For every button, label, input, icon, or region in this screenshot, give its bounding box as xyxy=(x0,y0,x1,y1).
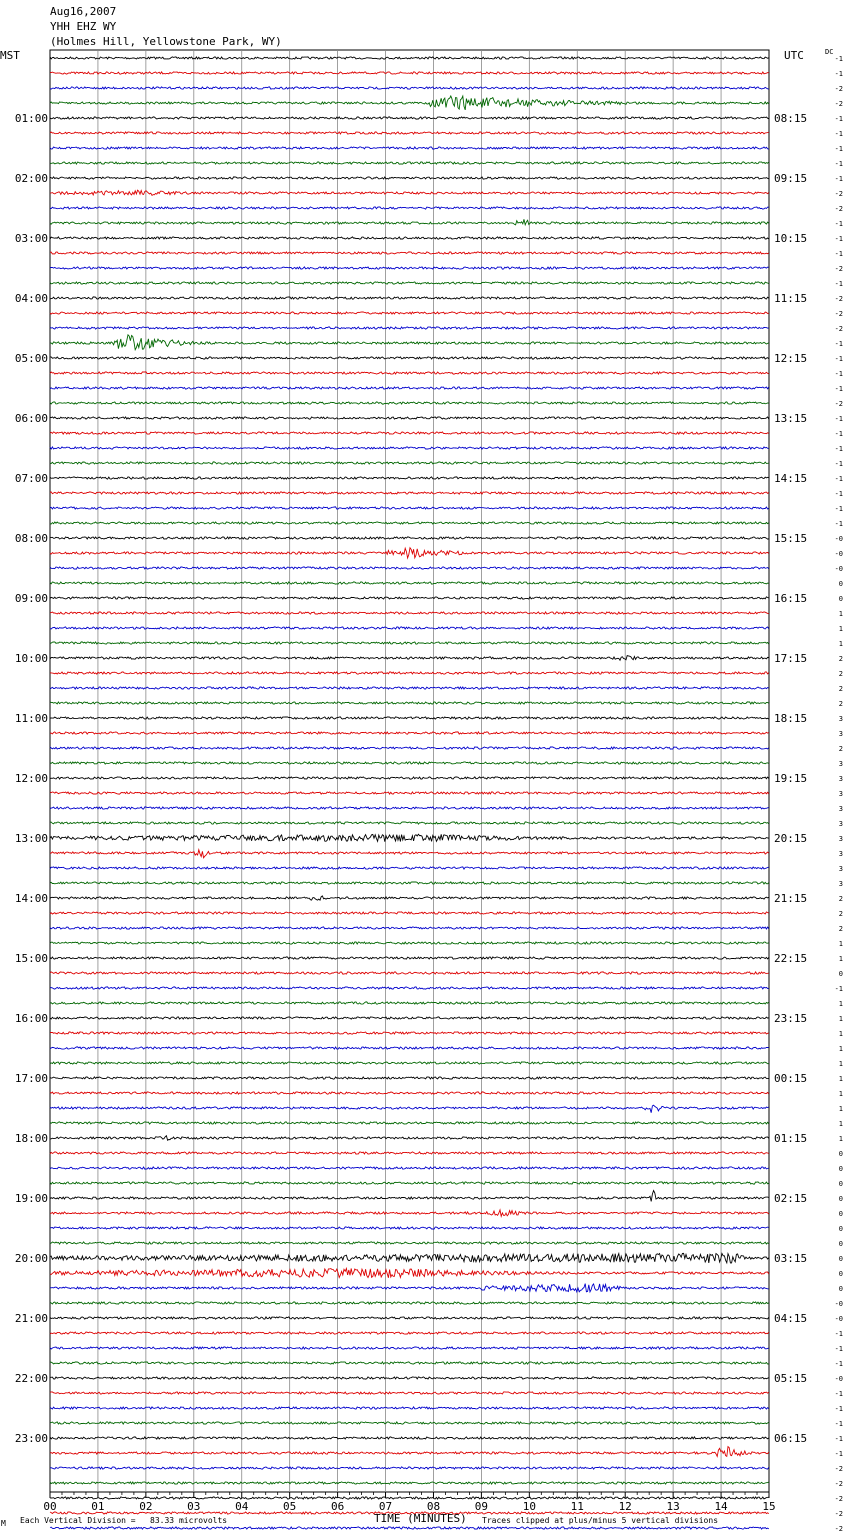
dc-offset-label: -2 xyxy=(834,1495,843,1503)
dc-offset-label: 3 xyxy=(838,835,843,843)
trace-row xyxy=(50,207,769,209)
dc-offset-label: -2 xyxy=(834,190,843,198)
dc-offset-label: -2 xyxy=(834,100,843,108)
dc-offset-label: 0 xyxy=(838,1195,843,1203)
trace-row xyxy=(50,1167,769,1169)
trace-row xyxy=(50,1284,769,1292)
mst-hour-label: 15:00 xyxy=(14,952,48,965)
dc-offset-label: 0 xyxy=(838,1285,843,1293)
mst-hour-label: 23:00 xyxy=(14,1432,48,1445)
dc-offset-label: 0 xyxy=(838,1165,843,1173)
mst-label: MST xyxy=(0,49,20,62)
trace-row xyxy=(50,1422,769,1424)
dc-offset-label: -1 xyxy=(834,250,843,258)
dc-offset-label: -2 xyxy=(834,1480,843,1488)
trace-row xyxy=(50,627,769,629)
utc-hour-label: 16:15 xyxy=(774,592,808,605)
dc-offset-label: 2 xyxy=(838,685,843,693)
mst-hour-label: 20:00 xyxy=(14,1252,48,1265)
mst-hour-label: 17:00 xyxy=(14,1072,48,1085)
mst-hour-label: 03:00 xyxy=(14,232,48,245)
trace-row xyxy=(50,335,769,350)
trace-row xyxy=(50,1092,769,1094)
trace-row xyxy=(50,1362,769,1364)
dc-offset-label: 2 xyxy=(838,925,843,933)
trace-row xyxy=(50,1268,769,1277)
mst-hour-label: 21:00 xyxy=(14,1312,48,1325)
trace-row xyxy=(50,252,769,254)
dc-offset-label: -0 xyxy=(834,1300,843,1308)
trace-row xyxy=(50,372,769,374)
trace-row xyxy=(50,1467,769,1469)
trace-row xyxy=(50,850,769,858)
trace-row xyxy=(50,1191,769,1202)
dc-offset-label: -2 xyxy=(834,1465,843,1473)
trace-row xyxy=(50,297,769,299)
mst-hour-label: 10:00 xyxy=(14,652,48,665)
trace-row xyxy=(50,942,769,944)
dc-offset-label: -0 xyxy=(834,550,843,558)
trace-row xyxy=(50,1347,769,1349)
dc-offset-label: -1 xyxy=(834,355,843,363)
trace-row xyxy=(50,702,769,704)
dc-offset-label: 1 xyxy=(838,1045,843,1053)
x-axis-label: TIME (MINUTES) xyxy=(374,1512,467,1525)
trace-row xyxy=(50,1077,769,1079)
mst-hour-label: 22:00 xyxy=(14,1372,48,1385)
trace-row xyxy=(50,1392,769,1394)
x-tick-label: 15 xyxy=(762,1500,776,1513)
dc-offset-label: 3 xyxy=(838,715,843,723)
mst-hour-label: 12:00 xyxy=(14,772,48,785)
trace-row xyxy=(50,1032,769,1034)
utc-hour-label: 14:15 xyxy=(774,472,808,485)
trace-row xyxy=(50,477,769,479)
x-tick-label: 10 xyxy=(522,1500,536,1513)
dc-offset-label: 1 xyxy=(838,940,843,948)
dc-offset-label: 1 xyxy=(838,1135,843,1143)
dc-offset-label: 1 xyxy=(838,1015,843,1023)
trace-row xyxy=(50,162,769,164)
x-tick-label: 03 xyxy=(187,1500,201,1513)
trace-row xyxy=(50,597,769,599)
x-tick-label: 11 xyxy=(570,1500,584,1513)
trace-row xyxy=(50,1527,769,1529)
utc-hour-label: 04:15 xyxy=(774,1312,808,1325)
dc-offset-label: -1 xyxy=(834,145,843,153)
dc-offset-label: 3 xyxy=(838,790,843,798)
trace-row xyxy=(50,357,769,359)
mst-hour-label: 16:00 xyxy=(14,1012,48,1025)
utc-hour-label: 15:15 xyxy=(774,532,808,545)
utc-hour-label: 05:15 xyxy=(774,1372,808,1385)
dc-offset-label: -1 xyxy=(834,475,843,483)
mst-hour-label: 18:00 xyxy=(14,1132,48,1145)
dc-offset-label: -1 xyxy=(834,415,843,423)
trace-row xyxy=(50,792,769,794)
dc-offset-label: -1 xyxy=(834,430,843,438)
dc-offset-label: -1 xyxy=(834,160,843,168)
dc-offset-label: 2 xyxy=(838,910,843,918)
plot-frame xyxy=(50,50,769,1492)
trace-row xyxy=(50,402,769,404)
dc-offset-label: 3 xyxy=(838,805,843,813)
dc-offset-label: -1 xyxy=(834,445,843,453)
utc-hour-label: 19:15 xyxy=(774,772,808,785)
dc-offset-label: -1 xyxy=(834,1420,843,1428)
dc-offset-label: -1 xyxy=(834,505,843,513)
dc-offset-label: 3 xyxy=(838,880,843,888)
utc-hour-label: 21:15 xyxy=(774,892,808,905)
dc-offset-label: 0 xyxy=(838,1180,843,1188)
utc-label: UTC xyxy=(784,49,804,62)
trace-row xyxy=(50,537,769,539)
dc-offset-label: 2 xyxy=(838,895,843,903)
dc-offset-label: -1 xyxy=(834,370,843,378)
trace-row xyxy=(50,582,769,584)
trace-row xyxy=(50,432,769,434)
dc-offset-label: -0 xyxy=(834,1315,843,1323)
mst-hour-label: 02:00 xyxy=(14,172,48,185)
utc-hour-label: 01:15 xyxy=(774,1132,808,1145)
dc-offset-label: 3 xyxy=(838,760,843,768)
mst-hour-label: 19:00 xyxy=(14,1192,48,1205)
trace-row xyxy=(50,927,769,929)
dc-offset-label: -2 xyxy=(834,1510,843,1518)
dc-offset-label: 0 xyxy=(838,1225,843,1233)
dc-offset-label: 0 xyxy=(838,1150,843,1158)
dc-offset-label: -1 xyxy=(834,220,843,228)
mst-hour-label: 04:00 xyxy=(14,292,48,305)
trace-row xyxy=(50,732,769,734)
trace-row xyxy=(50,417,769,419)
trace-row xyxy=(50,912,769,914)
utc-hour-label: 02:15 xyxy=(774,1192,808,1205)
utc-hour-label: 09:15 xyxy=(774,172,808,185)
dc-offset-label: 2 xyxy=(838,745,843,753)
mst-hour-label: 06:00 xyxy=(14,412,48,425)
utc-hour-label: 10:15 xyxy=(774,232,808,245)
dc-offset-label: -0 xyxy=(834,565,843,573)
x-tick-label: 02 xyxy=(139,1500,153,1513)
dc-offset-label: 0 xyxy=(838,1255,843,1263)
clip-note: Traces clipped at plus/minus 5 vertical divisions xyxy=(482,1516,719,1525)
dc-offset-label: -1 xyxy=(834,490,843,498)
trace-row xyxy=(50,1242,769,1244)
dc-offset-label: 0 xyxy=(838,1240,843,1248)
trace-row xyxy=(50,1152,769,1154)
x-tick-label: 14 xyxy=(714,1500,728,1513)
trace-row xyxy=(50,882,769,884)
utc-hour-label: 03:15 xyxy=(774,1252,808,1265)
dc-offset-label: -0 xyxy=(834,535,843,543)
trace-row xyxy=(50,57,769,59)
x-tick-label: 09 xyxy=(474,1500,489,1513)
dc-offset-label: 1 xyxy=(838,955,843,963)
dc-offset-label: -1 xyxy=(834,1390,843,1398)
dc-offset-label: 3 xyxy=(838,865,843,873)
trace-row xyxy=(50,237,769,239)
trace-row xyxy=(50,267,769,269)
trace-row xyxy=(50,1227,769,1229)
dc-offset-label: -1 xyxy=(834,1405,843,1413)
x-tick-label: 04 xyxy=(235,1500,249,1513)
dc-offset-label: 1 xyxy=(838,1030,843,1038)
dc-offset-label: 1 xyxy=(838,1060,843,1068)
dc-offset-label: -1 xyxy=(834,460,843,468)
trace-row xyxy=(50,1136,769,1141)
x-tick-label: 08 xyxy=(426,1500,441,1513)
trace-row xyxy=(50,507,769,509)
dc-offset-label: 0 xyxy=(838,970,843,978)
utc-hour-label: 13:15 xyxy=(774,412,808,425)
station-location: (Holmes Hill, Yellowstone Park, WY) xyxy=(50,35,282,48)
trace-row xyxy=(50,687,769,689)
dc-offset-label: 1 xyxy=(838,1120,843,1128)
dc-offset-label: 1 xyxy=(838,610,843,618)
dc-offset-label: -2 xyxy=(834,205,843,213)
dc-offset-label: 0 xyxy=(838,1210,843,1218)
utc-hour-label: 22:15 xyxy=(774,952,808,965)
x-tick-label: 05 xyxy=(283,1500,297,1513)
trace-row xyxy=(50,717,769,719)
trace-row xyxy=(50,1497,769,1499)
trace-row xyxy=(50,447,769,449)
trace-row xyxy=(50,612,769,614)
station-code: YHH EHZ WY xyxy=(50,20,117,33)
mst-hour-label: 05:00 xyxy=(14,352,48,365)
trace-row xyxy=(50,548,769,558)
trace-row xyxy=(50,327,769,329)
dc-offset-label: 2 xyxy=(838,700,843,708)
trace-row xyxy=(50,1447,769,1457)
dc-offset-label: 0 xyxy=(838,580,843,588)
footer-mark: M xyxy=(1,1519,6,1528)
dc-offset-label: -1 xyxy=(834,1345,843,1353)
trace-row xyxy=(50,312,769,314)
mst-hour-label: 13:00 xyxy=(14,832,48,845)
trace-row xyxy=(50,957,769,959)
dc-offset-label: -2 xyxy=(834,400,843,408)
x-tick-label: 00 xyxy=(43,1500,57,1513)
dc-offset-label: -1 xyxy=(834,1360,843,1368)
trace-row xyxy=(50,117,769,119)
x-tick-label: 12 xyxy=(618,1500,632,1513)
trace-row xyxy=(50,672,769,674)
trace-row xyxy=(50,282,769,284)
trace-row xyxy=(50,219,769,225)
trace-row xyxy=(50,807,769,809)
trace-row xyxy=(50,777,769,779)
dc-offset-label: 2 xyxy=(838,655,843,663)
dc-offset-label: -1 xyxy=(834,130,843,138)
trace-row xyxy=(50,1332,769,1334)
dc-offset-label: -0 xyxy=(834,1375,843,1383)
trace-row xyxy=(50,987,769,989)
dc-offset-label: 0 xyxy=(838,1270,843,1278)
dc-offset-label: 1 xyxy=(838,625,843,633)
trace-row xyxy=(50,1482,769,1484)
trace-row xyxy=(50,1302,769,1304)
trace-row xyxy=(50,747,769,749)
dc-offset-label: -1 xyxy=(834,1330,843,1338)
utc-hour-label: 00:15 xyxy=(774,1072,808,1085)
trace-row xyxy=(50,1062,769,1064)
trace-row xyxy=(50,87,769,89)
dc-offset-label: 2 xyxy=(838,670,843,678)
x-tick-label: 01 xyxy=(91,1500,105,1513)
utc-hour-label: 18:15 xyxy=(774,712,808,725)
trace-row xyxy=(50,190,769,195)
utc-hour-label: 06:15 xyxy=(774,1432,808,1445)
trace-row xyxy=(50,1253,769,1263)
trace-row xyxy=(50,972,769,974)
trace-row xyxy=(50,762,769,764)
dc-offset-label: 1 xyxy=(838,1090,843,1098)
trace-row xyxy=(50,177,769,179)
trace-row xyxy=(50,387,769,389)
dc-offset-label: -2 xyxy=(834,1525,843,1533)
utc-hour-label: 11:15 xyxy=(774,292,808,305)
dc-offset-label: -1 xyxy=(834,385,843,393)
dc-offset-label: 0 xyxy=(838,595,843,603)
trace-row xyxy=(50,656,769,661)
trace-row xyxy=(50,1437,769,1439)
trace-row xyxy=(50,642,769,644)
dc-offset-label: -2 xyxy=(834,310,843,318)
trace-row xyxy=(50,1122,769,1124)
dc-label: DC xyxy=(825,48,834,56)
trace-row xyxy=(50,96,769,110)
trace-row xyxy=(50,867,769,869)
utc-hour-label: 20:15 xyxy=(774,832,808,845)
dc-offset-label: -1 xyxy=(834,55,843,63)
dc-offset-label: -1 xyxy=(834,1435,843,1443)
dc-offset-label: -2 xyxy=(834,85,843,93)
dc-offset-label: -2 xyxy=(834,265,843,273)
dc-offset-label: 3 xyxy=(838,730,843,738)
trace-row xyxy=(50,462,769,464)
mst-hour-label: 09:00 xyxy=(14,592,48,605)
trace-row xyxy=(50,1210,769,1216)
x-tick-label: 06 xyxy=(330,1500,345,1513)
trace-row xyxy=(50,1407,769,1409)
dc-offset-label: 3 xyxy=(838,820,843,828)
trace-row xyxy=(50,1317,769,1319)
dc-offset-label: -2 xyxy=(834,295,843,303)
utc-hour-label: 12:15 xyxy=(774,352,808,365)
trace-row xyxy=(50,1377,769,1379)
mst-hour-label: 14:00 xyxy=(14,892,48,905)
trace-row xyxy=(50,147,769,149)
dc-offset-label: -1 xyxy=(834,115,843,123)
trace-row xyxy=(50,1002,769,1004)
utc-hour-label: 08:15 xyxy=(774,112,808,125)
trace-row xyxy=(50,567,769,569)
utc-hour-label: 23:15 xyxy=(774,1012,808,1025)
mst-hour-label: 01:00 xyxy=(14,112,48,125)
trace-row xyxy=(50,1182,769,1184)
x-tick-label: 13 xyxy=(666,1500,680,1513)
scale-note: Each Vertical Division = 83.33 microvolts xyxy=(20,1516,228,1525)
dc-offset-label: 3 xyxy=(838,775,843,783)
trace-row xyxy=(50,1017,769,1019)
dc-offset-label: 1 xyxy=(838,1105,843,1113)
dc-offset-label: -2 xyxy=(834,325,843,333)
dc-offset-label: -1 xyxy=(834,235,843,243)
dc-offset-label: 1 xyxy=(838,1075,843,1083)
mst-hour-label: 07:00 xyxy=(14,472,48,485)
trace-row xyxy=(50,492,769,494)
dc-offset-label: 1 xyxy=(838,1000,843,1008)
trace-row xyxy=(50,1047,769,1049)
dc-offset-label: -1 xyxy=(834,70,843,78)
trace-row xyxy=(50,834,769,842)
trace-row xyxy=(50,522,769,524)
trace-row xyxy=(50,822,769,824)
mst-hour-label: 11:00 xyxy=(14,712,48,725)
x-tick-label: 07 xyxy=(378,1500,393,1513)
dc-offset-label: -1 xyxy=(834,175,843,183)
dc-offset-label: -1 xyxy=(834,280,843,288)
dc-offset-label: 1 xyxy=(838,640,843,648)
trace-row xyxy=(50,896,769,900)
utc-hour-label: 17:15 xyxy=(774,652,808,665)
trace-row xyxy=(50,132,769,134)
trace-row xyxy=(50,72,769,74)
trace-row xyxy=(50,1105,769,1113)
dc-offset-label: -1 xyxy=(834,985,843,993)
plot-date: Aug16,2007 xyxy=(50,5,117,18)
dc-offset-label: 3 xyxy=(838,850,843,858)
dc-offset-label: -1 xyxy=(834,1450,843,1458)
mst-hour-label: 08:00 xyxy=(14,532,48,545)
dc-offset-label: -1 xyxy=(834,520,843,528)
dc-offset-label: -1 xyxy=(834,340,843,348)
